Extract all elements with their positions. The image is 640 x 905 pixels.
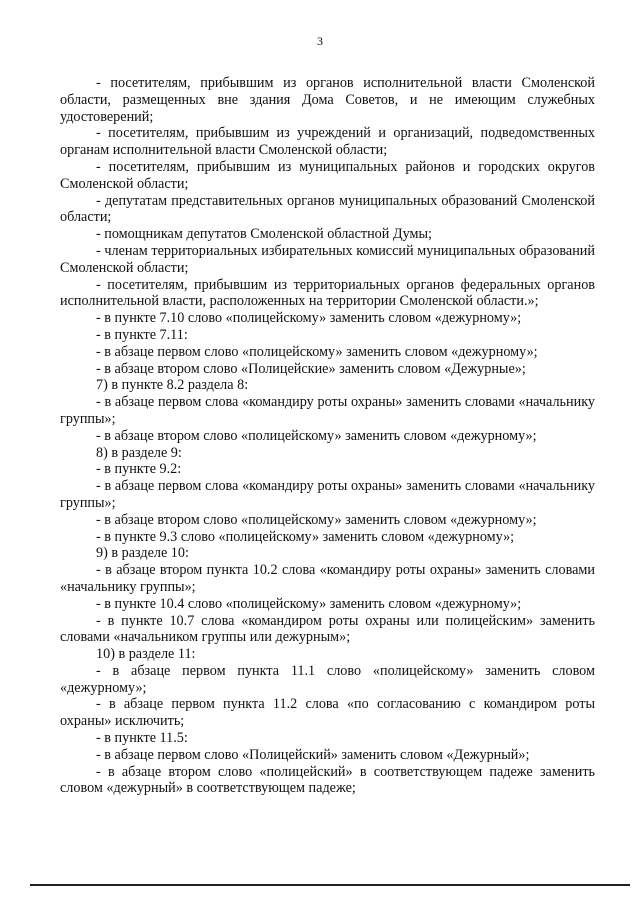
- paragraph: - посетителям, прибывшим из территориальных органов федеральных органов исполнительной власти, расположенных на территории Смоленской области.»;: [60, 276, 595, 310]
- paragraph: - в пункте 10.4 слово «полицейскому» заменить словом «дежурному»;: [96, 595, 522, 612]
- paragraph: 10) в разделе 11:: [96, 646, 196, 663]
- paragraph: - в пункте 7.11:: [96, 326, 188, 343]
- paragraph: - в абзаце первом слова «командиру роты охраны» заменить словами «начальнику группы»;: [60, 478, 595, 511]
- bottom-divider: [30, 884, 630, 886]
- paragraph: - в абзаце втором слово «Полицейские» заменить словом «Дежурные»;: [96, 360, 526, 377]
- paragraph: - в абзаце первом пункта 11.2 слова «по согласованию с командиром роты охраны» исключить;: [60, 696, 595, 730]
- paragraph: - в абзаце первом пункта 11.1 слово «полицейскому» заменить словом «дежурному»;: [60, 662, 595, 696]
- paragraph: - в пункте 9.3 слово «полицейскому» заменить словом «дежурному»;: [96, 528, 515, 545]
- paragraph: - посетителям, прибывшим из учреждений и организаций, подведомственных органам исполнительной власти Смоленской области;: [60, 125, 595, 159]
- paragraph: - в абзаце первом слова «командиру роты охраны» заменить словами «начальнику группы»;: [60, 394, 595, 427]
- paragraph: - помощникам депутатов Смоленской областной Думы;: [96, 226, 432, 243]
- paragraph: - в абзаце первом слово «Полицейский» заменить словом «Дежурный»;: [96, 746, 530, 763]
- paragraph: - посетителям, прибывшим из органов исполнительной власти Смоленской области, размещенных вне здания Дома Советов, и не имеющим служебных удостоверений;: [60, 75, 595, 125]
- paragraph: - в абзаце втором пункта 10.2 слова «командиру роты охраны» заменить словами «начальнику группы»;: [60, 562, 595, 595]
- document-body: [60, 75, 595, 797]
- paragraph: - в абзаце втором слово «полицейскому» заменить словом «дежурному»;: [96, 427, 537, 444]
- paragraph: - в абзаце втором слово «полицейскому» заменить словом «дежурному»;: [96, 511, 537, 528]
- paragraph: - в пункте 10.7 слова «командиром роты охраны или полицейским» заменить словами «начальником группы или дежурным»;: [60, 612, 595, 646]
- paragraph: - в пункте 9.2:: [96, 461, 182, 478]
- paragraph: - в абзаце первом слово «полицейскому» заменить словом «дежурному»;: [96, 343, 538, 360]
- paragraph: - в пункте 7.10 слово «полицейскому» заменить словом «дежурному»;: [96, 310, 522, 327]
- paragraph: - посетителям, прибывшим из муниципальных районов и городских округов Смоленской области;: [60, 158, 595, 192]
- page-number: 3: [317, 34, 323, 48]
- paragraph: - депутатам представительных органов муниципальных образований Смоленской области;: [60, 192, 595, 226]
- paragraph: 9) в разделе 10:: [96, 545, 189, 562]
- paragraph: - в абзаце втором слово «полицейский» в соответствующем падеже заменить словом «дежурный» в соответствующем падеже;: [60, 763, 595, 797]
- paragraph: - в пункте 11.5:: [96, 730, 188, 747]
- paragraph: - членам территориальных избирательных комиссий муниципальных образований Смоленской области;: [60, 242, 595, 276]
- paragraph: 7) в пункте 8.2 раздела 8:: [96, 377, 249, 394]
- paragraph: 8) в разделе 9:: [96, 444, 182, 461]
